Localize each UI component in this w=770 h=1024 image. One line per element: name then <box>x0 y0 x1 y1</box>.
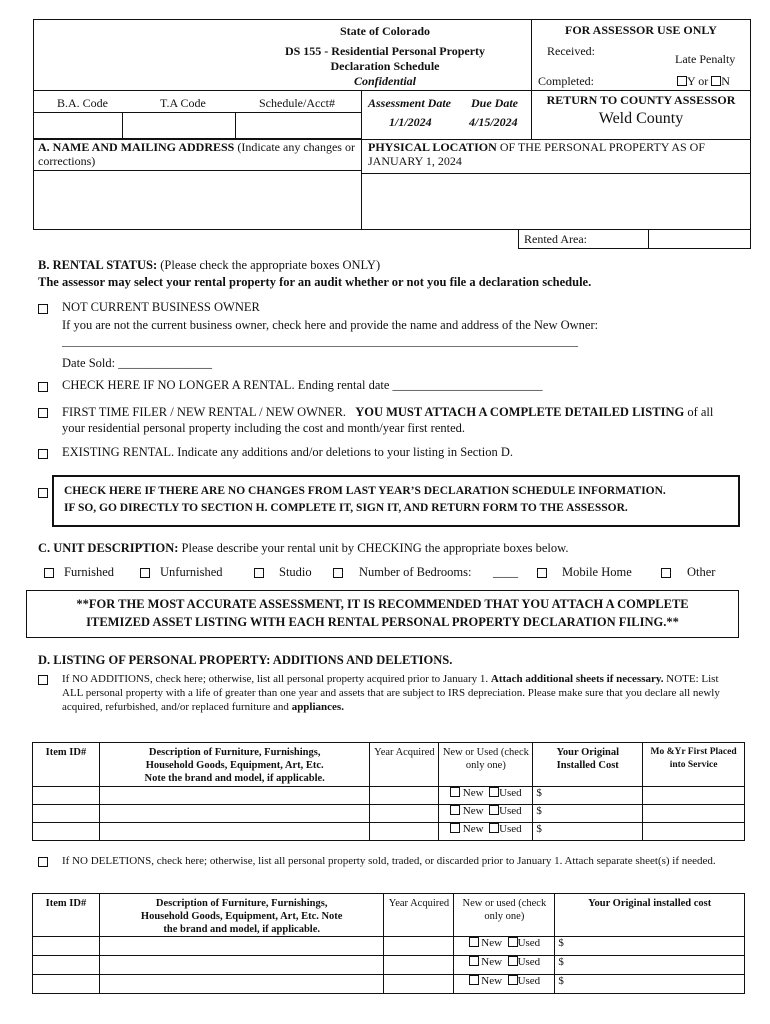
ba-code-label: B.A. Code <box>57 96 108 110</box>
year-cell[interactable] <box>370 805 439 823</box>
new-label: New <box>462 805 484 817</box>
dollar-sign: $ <box>558 975 564 987</box>
not-current-owner-checkbox[interactable] <box>38 304 48 314</box>
new-used-cell <box>454 937 555 956</box>
section-c-hint: Please describe your rental unit by CHECKING the appropriate boxes below. <box>181 541 569 555</box>
item-id-cell[interactable] <box>33 787 100 805</box>
del-header-year: Year Acquired <box>384 894 454 937</box>
new-label: New <box>462 823 484 835</box>
late-penalty-label: Late Penalty <box>675 52 736 66</box>
table-row <box>33 805 745 823</box>
new-label: New <box>481 956 503 968</box>
rented-area-label: Rented Area: <box>524 232 587 246</box>
table-row <box>33 956 745 975</box>
received-label: Received: <box>547 44 595 58</box>
used-label: Used <box>499 823 522 835</box>
item-id-cell[interactable] <box>33 956 100 975</box>
yes-label: Y or <box>687 74 709 88</box>
item-id-cell[interactable] <box>33 937 100 956</box>
new-checkbox[interactable] <box>469 937 479 947</box>
furnished-checkbox[interactable] <box>44 568 54 578</box>
no-additions-checkbox[interactable] <box>38 675 48 685</box>
section-b-title: B. RENTAL STATUS: <box>38 258 158 272</box>
completed-label: Completed: <box>538 74 594 88</box>
no-changes-checkbox[interactable] <box>38 488 48 498</box>
item-id-cell[interactable] <box>33 975 100 994</box>
not-current-owner-label: NOT CURRENT BUSINESS OWNER <box>62 300 260 314</box>
schedule-acct-field[interactable] <box>235 112 362 139</box>
section-d-title: D. LISTING OF PERSONAL PROPERTY: ADDITIONS AND DELETIONS. <box>38 653 453 667</box>
county-name: Weld County <box>598 110 684 127</box>
dollar-sign: $ <box>558 937 564 949</box>
unfurnished-label: Unfurnished <box>160 565 223 579</box>
mobile-home-checkbox[interactable] <box>537 568 547 578</box>
new-checkbox[interactable] <box>450 823 460 833</box>
add-header-item-id: Item ID# <box>33 743 100 787</box>
no-changes-box <box>52 475 740 527</box>
no-longer-rental-checkbox[interactable] <box>38 382 48 392</box>
new-label: New <box>481 975 503 987</box>
ta-code-field[interactable] <box>122 112 236 139</box>
cost-cell[interactable] <box>555 937 745 956</box>
due-date: 4/15/2024 <box>469 115 518 129</box>
used-label: Used <box>499 787 522 799</box>
schedule-acct-label: Schedule/Acct# <box>259 96 335 110</box>
item-id-cell[interactable] <box>33 823 100 841</box>
del-header-item-id: Item ID# <box>33 894 100 937</box>
used-checkbox[interactable] <box>489 787 499 797</box>
assessment-date: 1/1/2024 <box>389 115 432 129</box>
new-owner-line[interactable]: ______________________________________________________________________________________ <box>62 334 578 348</box>
new-label: New <box>462 787 484 799</box>
due-date-label: Due Date <box>471 96 518 110</box>
assessor-use-title: FOR ASSESSOR USE ONLY <box>565 23 717 37</box>
used-checkbox[interactable] <box>508 975 518 985</box>
new-label: New <box>481 937 503 949</box>
used-label: Used <box>517 975 541 987</box>
late-penalty-yn <box>677 74 730 89</box>
description-cell[interactable] <box>99 787 370 805</box>
first-time-filer-b: YOU MUST ATTACH A COMPLETE DETAILED LISTING <box>355 405 685 419</box>
new-used-cell <box>439 787 533 805</box>
add-header-new-used: New or Used (check only one) <box>439 743 533 787</box>
section-b-heading <box>38 258 380 273</box>
new-checkbox[interactable] <box>469 956 479 966</box>
cost-cell[interactable] <box>555 956 745 975</box>
new-used-cell <box>454 975 555 994</box>
description-cell[interactable] <box>99 975 384 994</box>
table-row <box>33 937 745 956</box>
del-header-new-used: New or used (check only one) <box>454 894 555 937</box>
no-additions-text <box>62 672 732 714</box>
section-c-title: C. UNIT DESCRIPTION: <box>38 541 179 555</box>
year-cell[interactable] <box>384 937 454 956</box>
date-sold-field[interactable]: Date Sold: _______________ <box>62 356 212 370</box>
cost-cell[interactable] <box>533 805 643 823</box>
studio-checkbox[interactable] <box>254 568 264 578</box>
additions-table <box>32 742 745 841</box>
year-cell[interactable] <box>384 956 454 975</box>
table-row <box>33 787 745 805</box>
cost-cell[interactable] <box>533 787 643 805</box>
item-id-cell[interactable] <box>33 805 100 823</box>
first-time-filer-c: of all your residential personal property including the cost and month/year first rented. <box>62 405 714 435</box>
dollar-sign: $ <box>536 787 542 799</box>
new-used-cell <box>439 823 533 841</box>
no-deletions-text: If NO DELETIONS, check here; otherwise, list all personal property sold, traded, or discarded prior to January 1. Attach separate sheet(s) if needed. <box>62 855 716 867</box>
service-cell[interactable] <box>643 787 745 805</box>
year-cell[interactable] <box>384 975 454 994</box>
del-header-description: Description of Furniture, Furnishings, Household Goods, Equipment, Art, Etc. Note the brand and model, if applicable. <box>99 894 384 937</box>
furnished-label: Furnished <box>64 565 114 579</box>
mobile-home-label: Mobile Home <box>562 565 632 579</box>
new-checkbox[interactable] <box>450 805 460 815</box>
no-additions-b: Attach additional sheets if necessary. <box>490 673 664 685</box>
first-time-filer-label <box>62 404 737 436</box>
physical-location-hint: OF THE PERSONAL PROPERTY AS OF JANUARY 1, 2024 <box>368 140 706 168</box>
description-cell[interactable] <box>99 937 384 956</box>
no-changes-line-2: IF SO, GO DIRECTLY TO SECTION H. COMPLETE IT, SIGN IT, AND RETURN FORM TO THE ASSESSOR. <box>64 502 628 514</box>
dollar-sign: $ <box>536 805 542 817</box>
new-checkbox[interactable] <box>450 787 460 797</box>
used-label: Used <box>499 805 522 817</box>
used-label: Used <box>517 937 541 949</box>
new-used-cell <box>454 956 555 975</box>
divider <box>33 90 751 91</box>
section-a-heading <box>38 140 358 168</box>
add-header-description: Description of Furniture, Furnishings, Household Goods, Equipment, Art, Etc. Note the brand and model, if applicable. <box>99 743 370 787</box>
used-checkbox[interactable] <box>489 823 499 833</box>
assessment-date-label: Assessment Date <box>368 96 452 110</box>
del-header-cost: Your Original installed cost <box>555 894 745 937</box>
description-cell[interactable] <box>99 823 370 841</box>
section-c-heading <box>38 541 568 556</box>
used-label: Used <box>517 956 541 968</box>
late-penalty-no-checkbox[interactable] <box>711 76 721 86</box>
physical-location-field[interactable] <box>361 173 751 230</box>
physical-location-heading <box>368 140 743 168</box>
add-header-year: Year Acquired <box>370 743 439 787</box>
other-label: Other <box>687 565 716 579</box>
state-title: State of Colorado <box>340 24 430 38</box>
no-additions-a: If NO ADDITIONS, check here; otherwise, list all personal property acquired prior to January 1. <box>62 673 489 685</box>
unfurnished-checkbox[interactable] <box>140 568 150 578</box>
existing-rental-label: EXISTING RENTAL. Indicate any additions and/or deletions to your listing in Section D. <box>62 445 514 459</box>
no-longer-rental-label: CHECK HERE IF NO LONGER A RENTAL. Ending rental date ________________________ <box>62 378 543 392</box>
existing-rental-checkbox[interactable] <box>38 449 48 459</box>
rented-area-field[interactable] <box>649 230 750 248</box>
no-label: N <box>721 74 730 88</box>
year-cell[interactable] <box>370 787 439 805</box>
new-checkbox[interactable] <box>469 975 479 985</box>
used-checkbox[interactable] <box>508 937 518 947</box>
table-row <box>33 975 745 994</box>
service-cell[interactable] <box>643 823 745 841</box>
form-subtitle: Declaration Schedule <box>330 59 440 73</box>
bedrooms-checkbox[interactable] <box>333 568 343 578</box>
not-current-owner-detail: If you are not the current business owner, check here and provide the name and address of the New Owner: <box>62 318 599 332</box>
unit-options <box>42 565 742 583</box>
add-header-service: Mo &Yr First Placed into Service <box>643 743 745 787</box>
bedrooms-field[interactable]: ____ <box>493 565 518 579</box>
description-cell[interactable] <box>99 956 384 975</box>
service-cell[interactable] <box>643 805 745 823</box>
physical-location-title: PHYSICAL LOCATION <box>368 140 497 154</box>
table-row <box>33 823 745 841</box>
mailing-address-field[interactable] <box>33 170 362 230</box>
no-additions-d: appliances. <box>291 701 344 713</box>
no-additions-c: NOTE: List ALL personal property with a life of greater than one year and assets that are subject to IRS depreciation. Please make sure that you declare all newly acquired, refurbished, and/or replaced furniture and <box>62 673 720 713</box>
other-checkbox[interactable] <box>661 568 671 578</box>
form-title: DS 155 - Residential Personal Property <box>284 44 486 58</box>
recommendation-line-1: **FOR THE MOST ACCURATE ASSESSMENT, IT IS RECOMMENDED THAT YOU ATTACH A COMPLETE <box>76 597 689 611</box>
cost-cell[interactable] <box>555 975 745 994</box>
used-checkbox[interactable] <box>489 805 499 815</box>
add-header-cost: Your Original Installed Cost <box>533 743 643 787</box>
dollar-sign: $ <box>536 823 542 835</box>
bedrooms-label: Number of Bedrooms: <box>359 565 472 579</box>
first-time-filer-a: FIRST TIME FILER / NEW RENTAL / NEW OWNER. <box>62 405 347 419</box>
used-checkbox[interactable] <box>508 956 518 966</box>
return-to-assessor: RETURN TO COUNTY ASSESSOR <box>546 93 736 107</box>
late-penalty-yes-checkbox[interactable] <box>677 76 687 86</box>
recommendation-line-2: ITEMIZED ASSET LISTING WITH EACH RENTAL PERSONAL PROPERTY DECLARATION FILING.** <box>86 615 679 629</box>
cost-cell[interactable] <box>533 823 643 841</box>
studio-label: Studio <box>279 565 312 579</box>
no-changes-line-1: CHECK HERE IF THERE ARE NO CHANGES FROM LAST YEAR’S DECLARATION SCHEDULE INFORMATION. <box>64 485 666 497</box>
deletions-table <box>32 893 745 994</box>
first-time-filer-checkbox[interactable] <box>38 408 48 418</box>
confidential-label: Confidential <box>353 74 416 88</box>
section-b-hint: (Please check the appropriate boxes ONLY) <box>160 258 381 272</box>
ba-code-field[interactable] <box>33 112 123 139</box>
ta-code-label: T.A Code <box>160 96 206 110</box>
description-cell[interactable] <box>99 805 370 823</box>
new-used-cell <box>439 805 533 823</box>
dollar-sign: $ <box>558 956 564 968</box>
section-a-hint: (Indicate any changes or corrections) <box>38 140 355 168</box>
audit-note: The assessor may select your rental property for an audit whether or not you file a declaration schedule. <box>38 275 592 289</box>
section-a-title: A. NAME AND MAILING ADDRESS <box>38 140 235 154</box>
year-cell[interactable] <box>370 823 439 841</box>
no-deletions-checkbox[interactable] <box>38 857 48 867</box>
